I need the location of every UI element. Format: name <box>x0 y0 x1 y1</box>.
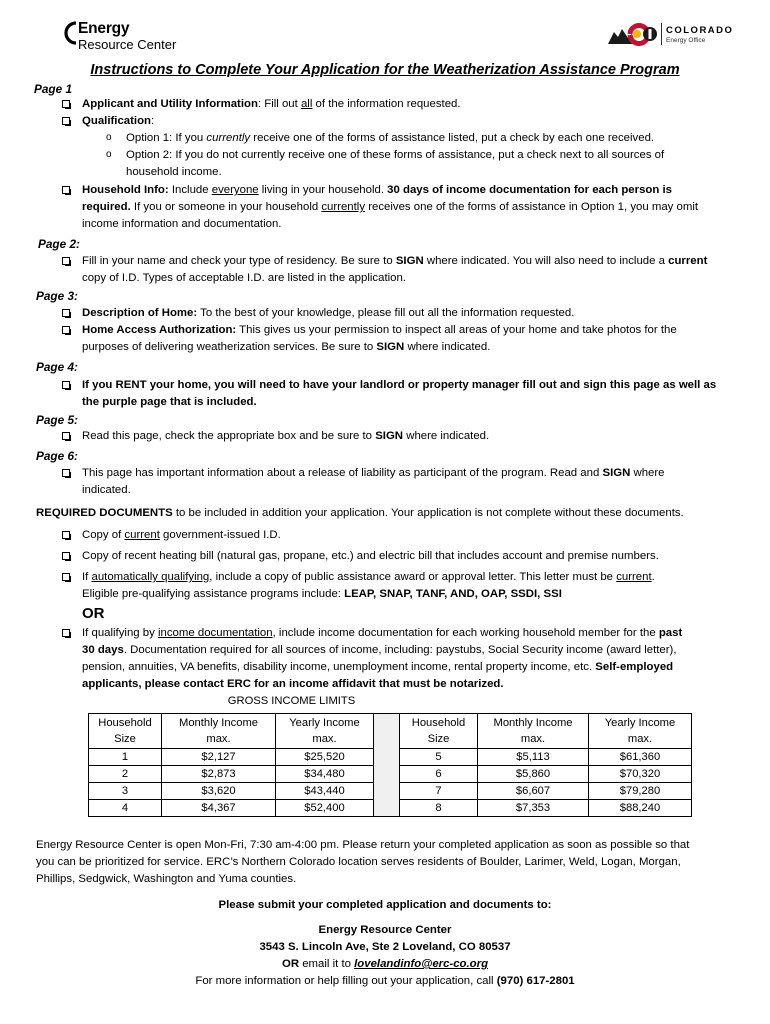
email-line: OR email it to lovelandinfo@erc-co.org <box>281 958 489 970</box>
page3-access-item: Home Access Authorization: This gives us your permission to inspect all areas of your home and take photos for the purposes of delivering weatherization services. Be sure to SIGN where indicated. <box>82 324 677 353</box>
table-cell: $2,873 <box>162 766 276 783</box>
page5-item: Read this page, check the appropriate box and be sure to SIGN where indicated. <box>82 430 490 442</box>
column-header: Yearly Income max. <box>276 714 374 749</box>
table-header-row <box>89 714 692 749</box>
table-spacer-column <box>374 714 400 817</box>
option-bullet-icon: o <box>106 132 112 143</box>
page-title: Instructions to Complete Your Application for the Weatherization Assistance Program <box>90 62 680 78</box>
erc-logo-line2: Resource Center <box>78 37 177 52</box>
column-header: Household Size <box>400 714 478 749</box>
colorado-energy-office-logo <box>606 20 736 50</box>
office-hours-paragraph: Energy Resource Center is open Mon-Fri, 7:30 am-4:00 pm. Please return your completed application as soon as possible so that you can be prioritized for service. ERC’s Northern Colorado location serves residents of Boulder, Larimer, Weld, Logan, Morgan, Phillips, Sedgwick, Washington and Yuma counties. <box>36 839 690 885</box>
checkbox-icon <box>62 326 70 334</box>
required-income-item: If qualifying by income documentation, include income documentation for each working household member for the past 30 days. Documentation required for all sources of income, including: paystubs, Social Security income (award letter), pension, annuities, VA benefits, disability income, unemployment income, rental property income, etc. Self-employed applicants, please contact ERC for an income affidavit that must be notarized. <box>82 627 683 690</box>
checkbox-icon <box>62 381 70 389</box>
table-cell: $2,127 <box>162 749 276 766</box>
option-bullet-icon: o <box>106 149 112 160</box>
page6-item: This page has important information about a release of liability as participant of the program. Read and SIGN where indicated. <box>82 467 665 496</box>
erc-logo <box>62 16 232 56</box>
org-address: 3543 S. Lincoln Ave, Ste 2 Loveland, CO 80537 <box>259 941 511 953</box>
table-cell: $7,353 <box>478 800 589 817</box>
table-cell: $25,520 <box>276 749 374 766</box>
checkbox-icon <box>62 309 70 317</box>
phone-line: For more information or help filling out your application, call (970) 617-2801 <box>195 975 575 987</box>
table-cell: $6,607 <box>478 783 589 800</box>
page4-item: If you RENT your home, you will need to have your landlord or property manager fill out and sign this page as well as the purple page that is included. <box>82 379 717 408</box>
table-cell: $5,860 <box>478 766 589 783</box>
column-header: Yearly Income max. <box>589 714 692 749</box>
table-cell: 5 <box>400 749 478 766</box>
page2-item: Fill in your name and check your type of residency. Be sure to SIGN where indicated. You will also need to include a current copy of I.D. Types of acceptable I.D. are listed in the application. <box>82 255 708 284</box>
column-header: Household Size <box>89 714 162 749</box>
table-cell: 8 <box>400 800 478 817</box>
page1-household-item: Household Info: Include everyone living in your household. 30 days of income documentation for each person is required. If you or someone in your household currently receives one of the forms of assistance in Option 1, you may omit income information and documentation. <box>82 184 699 230</box>
table-cell: 1 <box>89 749 162 766</box>
colorado-wordmark: COLORADO <box>666 25 734 36</box>
checkbox-icon <box>62 469 70 477</box>
table-cell: $88,240 <box>589 800 692 817</box>
table-cell: $70,320 <box>589 766 692 783</box>
required-bill-item: Copy of recent heating bill (natural gas, propane, etc.) and electric bill that includes account and premise numbers. <box>82 550 659 562</box>
table-cell: 4 <box>89 800 162 817</box>
required-documents-intro: REQUIRED DOCUMENTS to be included in addition your application. Your application is not complete without these documents. <box>36 507 684 519</box>
page5-heading: Page 5: <box>36 413 78 427</box>
phone-number[interactable]: (970) 617-2801 <box>496 975 575 987</box>
required-auto-qualifying-item: If automatically qualifying, include a copy of public assistance award or approval letter. This letter must be current. Eligible pre-qualifying assistance programs include: LEAP, SNAP, TANF, AND, OAP, SSDI, SSI <box>82 571 655 600</box>
submit-heading: Please submit your completed application and documents to: <box>218 899 552 911</box>
org-name: Energy Resource Center <box>318 924 452 936</box>
checkbox-icon <box>62 186 70 194</box>
energy-office-wordmark: Energy Office <box>666 37 706 44</box>
checkbox-icon <box>62 432 70 440</box>
table-cell: $5,113 <box>478 749 589 766</box>
page1-option2: Option 2: If you do not currently receive one of these forms of assistance, put a check next to all sources of household income. <box>126 149 665 178</box>
or-divider: OR <box>82 605 105 622</box>
table-cell: $34,480 <box>276 766 374 783</box>
page1-option1: Option 1: If you currently receive one of the forms of assistance listed, put a check by each one received. <box>126 132 655 144</box>
checkbox-icon <box>62 552 70 560</box>
income-table-caption: GROSS INCOME LIMITS <box>227 695 356 707</box>
table-cell: $43,440 <box>276 783 374 800</box>
checkbox-icon <box>62 629 70 637</box>
page1-heading: Page 1 <box>34 82 73 96</box>
column-header: Monthly Income max. <box>478 714 589 749</box>
page1-qualification-item: Qualification: <box>82 115 155 127</box>
table-cell: $3,620 <box>162 783 276 800</box>
table-cell: 6 <box>400 766 478 783</box>
erc-logo-line1: Energy <box>78 20 130 37</box>
table-cell: $79,280 <box>589 783 692 800</box>
table-cell: $52,400 <box>276 800 374 817</box>
logo-divider <box>661 23 662 45</box>
gross-income-table <box>88 713 692 817</box>
page4-heading: Page 4: <box>36 360 78 374</box>
page1-applicant-item: Applicant and Utility Information: Fill out all of the information requested. <box>82 98 461 110</box>
checkbox-icon <box>62 117 70 125</box>
table-cell: $61,360 <box>589 749 692 766</box>
checkbox-icon <box>62 257 70 265</box>
checkbox-icon <box>62 531 70 539</box>
page3-heading: Page 3: <box>36 289 78 303</box>
table-cell: $4,367 <box>162 800 276 817</box>
colorado-c-mark-icon <box>606 20 658 48</box>
checkbox-icon <box>62 100 70 108</box>
email-link[interactable]: lovelandinfo@erc-co.org <box>354 958 489 970</box>
table-cell: 3 <box>89 783 162 800</box>
column-header: Monthly Income max. <box>162 714 276 749</box>
page6-heading: Page 6: <box>36 449 78 463</box>
table-cell: 7 <box>400 783 478 800</box>
page3-description-item: Description of Home: To the best of your knowledge, please fill out all the information requested. <box>82 307 575 319</box>
checkbox-icon <box>62 573 70 581</box>
page2-heading: Page 2: <box>38 237 80 251</box>
table-cell: 2 <box>89 766 162 783</box>
required-id-item: Copy of current government-issued I.D. <box>82 529 281 541</box>
